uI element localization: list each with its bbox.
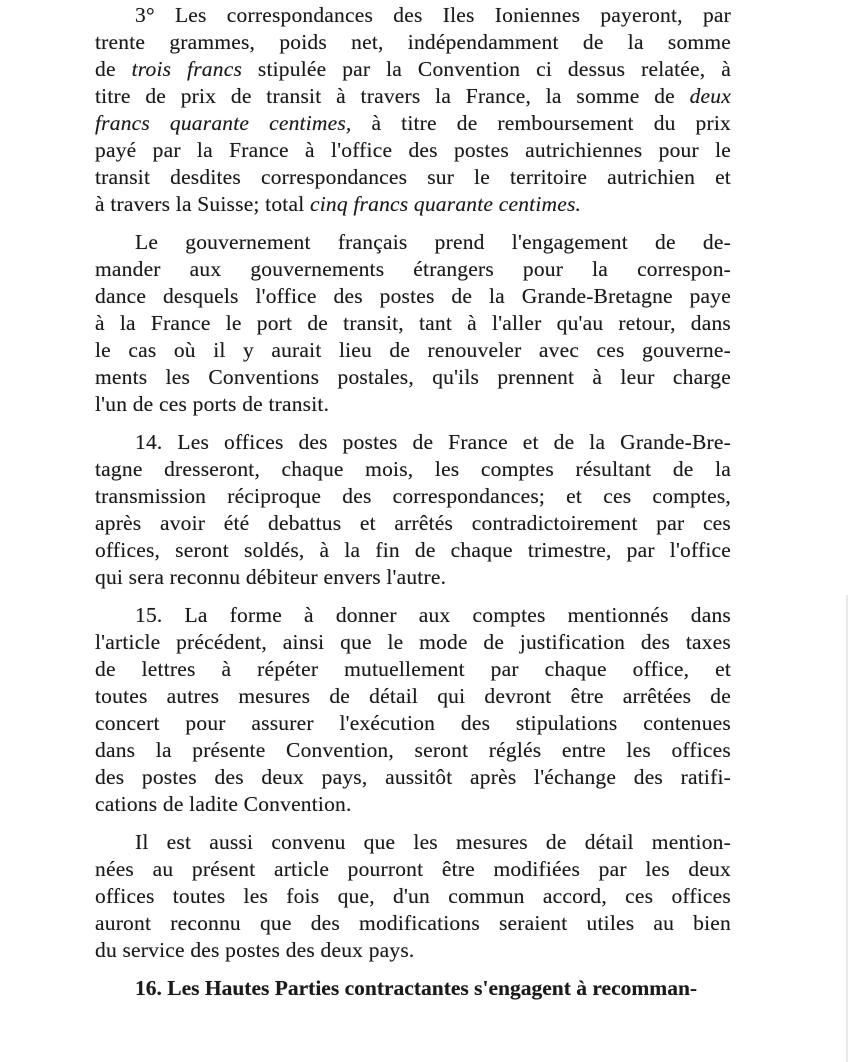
italic-text-segment: cinq francs quarante centimes. [309, 192, 582, 216]
text-segment: transmission réciproque des correspondances; et ces comptes, [95, 484, 731, 508]
text-line [95, 456, 731, 483]
text-line [95, 2, 731, 29]
text-block [95, 2, 731, 1002]
paragraph [95, 429, 731, 591]
text-segment: à titre de remboursement du prix [351, 111, 731, 135]
text-line [95, 337, 731, 364]
text-segment: stipulée par la Convention ci dessus relatée, à [242, 57, 731, 81]
text-line [95, 229, 731, 256]
text-line [95, 56, 731, 83]
text-segment: 15. La forme à donner aux comptes mentionnés dans [135, 603, 731, 627]
text-line [95, 164, 731, 191]
text-segment: ments les Conventions postales, qu'ils prennent à leur charge [95, 365, 731, 389]
paragraph [95, 975, 731, 1002]
text-line [95, 791, 731, 818]
text-line [95, 737, 731, 764]
paragraph [95, 229, 731, 418]
text-segment: qui sera reconnu débiteur envers l'autre. [95, 565, 447, 589]
text-segment: cations de ladite Convention. [95, 792, 352, 816]
paragraph [95, 2, 731, 218]
text-segment: nées au présent article pourront être modifiées par les deux [95, 857, 731, 881]
text-segment: toutes autres mesures de détail qui devront être arrêtées de [95, 684, 731, 708]
text-line [95, 910, 731, 937]
text-segment: trente grammes, poids net, indépendamment de la somme [95, 30, 731, 54]
text-segment: de lettres à répéter mutuellement par chaque office, et [95, 657, 731, 681]
text-line [95, 364, 731, 391]
text-line [95, 256, 731, 283]
text-segment: 16. Les Hautes Parties contractantes s'engagent à recomman- [135, 976, 698, 1000]
text-line [95, 564, 731, 591]
text-segment: payé par la France à l'office des postes autrichiennes pour le [95, 138, 731, 162]
text-line [95, 856, 731, 883]
text-line [95, 829, 731, 856]
text-line [95, 483, 731, 510]
text-segment: à travers la Suisse; total [95, 192, 310, 216]
text-line [95, 310, 731, 337]
italic-text-segment: francs quarante centimes, [95, 111, 352, 135]
text-segment: transit desdites correspondances sur le territoire autrichien et [95, 165, 731, 189]
text-segment: le cas où il y aurait lieu de renouveler avec ces gouverne- [95, 338, 731, 362]
text-line [95, 510, 731, 537]
text-line [95, 656, 731, 683]
text-line [95, 537, 731, 564]
text-line [95, 975, 731, 1002]
text-segment: Il est aussi convenu que les mesures de détail mention- [135, 830, 731, 854]
text-line [95, 629, 731, 656]
italic-text-segment: trois francs [131, 57, 243, 81]
text-segment: offices, seront soldés, à la fin de chaque trimestre, par l'office [95, 538, 731, 562]
text-segment: mander aux gouvernements étrangers pour la correspon- [95, 257, 731, 281]
text-line [95, 137, 731, 164]
text-segment: 14. Les offices des postes de France et de la Grande-Bre- [135, 430, 731, 454]
paragraph [95, 829, 731, 964]
paragraph [95, 602, 731, 818]
text-line [95, 391, 731, 418]
text-segment: tagne dresseront, chaque mois, les comptes résultant de la [95, 457, 731, 481]
text-segment: 3° Les correspondances des Iles Ioniennes payeront, par [135, 3, 731, 27]
text-segment: de [95, 57, 132, 81]
text-segment: l'article précédent, ainsi que le mode de justification des taxes [95, 630, 731, 654]
text-segment: titre de prix de transit à travers la France, la somme de [95, 84, 690, 108]
text-segment: offices toutes les fois que, d'un commun accord, ces offices [95, 884, 731, 908]
text-segment: après avoir été debattus et arrêtés contradictoirement par ces [95, 511, 731, 535]
text-segment: dance desquels l'office des postes de la Grande-Bretagne paye [95, 284, 731, 308]
text-line [95, 602, 731, 629]
italic-text-segment: deux [689, 84, 731, 108]
text-line [95, 83, 731, 110]
text-line [95, 764, 731, 791]
text-segment: concert pour assurer l'exécution des stipulations contenues [95, 711, 731, 735]
text-line [95, 937, 731, 964]
text-line [95, 710, 731, 737]
text-line [95, 429, 731, 456]
text-segment: auront reconnu que des modifications seraient utiles au bien [95, 911, 731, 935]
text-line [95, 283, 731, 310]
text-line [95, 191, 731, 218]
text-line [95, 883, 731, 910]
text-segment: à la France le port de transit, tant à l'aller qu'au retour, dans [95, 311, 731, 335]
text-line [95, 29, 731, 56]
text-line [95, 110, 731, 137]
text-segment: dans la présente Convention, seront réglés entre les offices [95, 738, 731, 762]
text-segment: l'un de ces ports de transit. [95, 392, 330, 416]
text-segment: Le gouvernement français prend l'engagement de de- [135, 230, 731, 254]
text-segment: des postes des deux pays, aussitôt après l'échange des ratifi- [95, 765, 731, 789]
text-line [95, 683, 731, 710]
page-edge-line [846, 595, 848, 1062]
text-segment: du service des postes des deux pays. [95, 938, 415, 962]
